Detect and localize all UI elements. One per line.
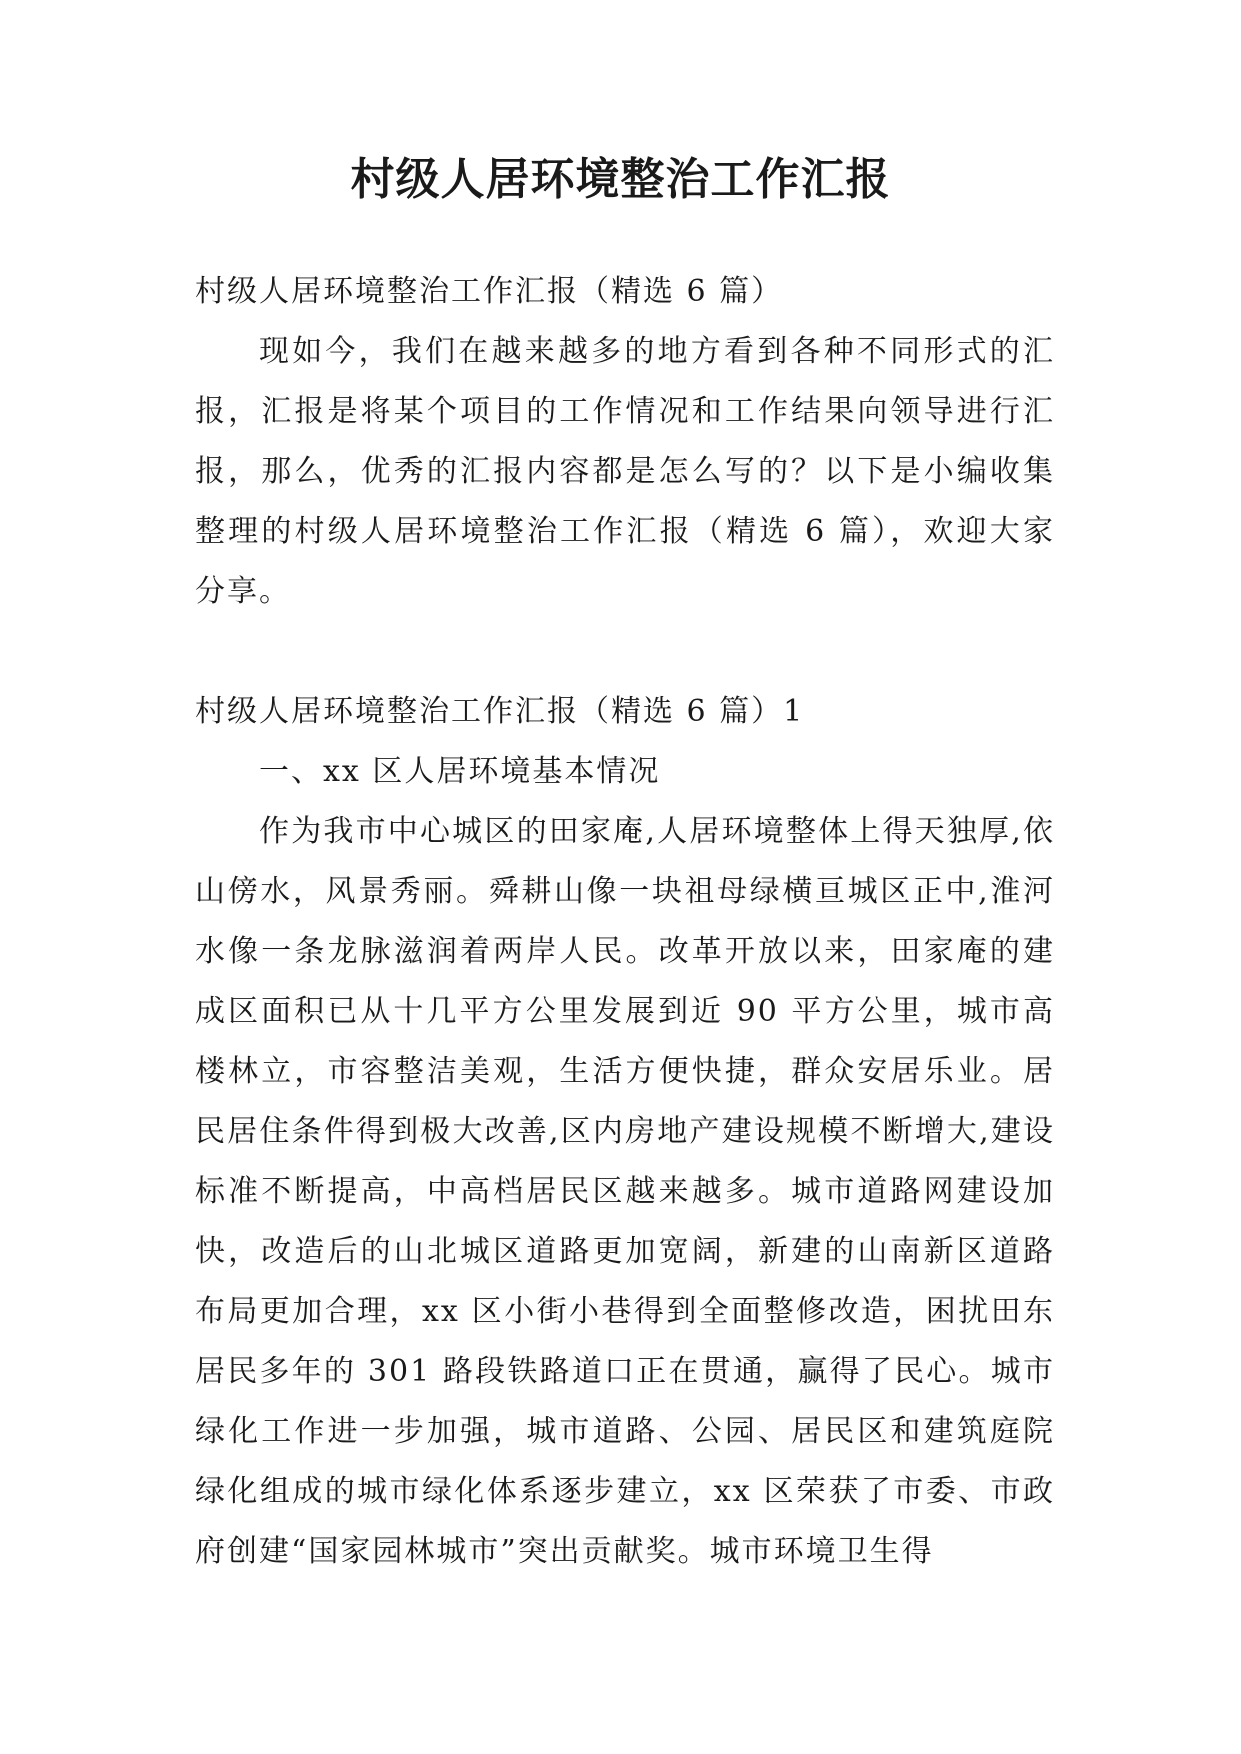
part-heading: 一、xx 区人居环境基本情况 (259, 754, 661, 789)
intro-paragraph: 现如今，我们在越来越多的地方看到各种不同形式的汇报，汇报是将某个项目的工作情况和工作结果向领导进行汇报，那么，优秀的汇报内容都是怎么写的？以下是小编收集整理的村级人居环境整治工作汇报（精选 6 篇），欢迎大家分享。 (195, 334, 1055, 609)
document-title: 村级人居环境整治工作汇报 (350, 154, 891, 205)
body-paragraph: 作为我市中心城区的田家庵,人居环境整体上得天独厚,依山傍水，风景秀丽。舜耕山像一块祖母绿横亘城区正中,淮河水像一条龙脉滋润着两岸人民。改革开放以来，田家庵的建成区面积已从十几平方公里发展到近 90 平方公里，城市高楼林立，市容整洁美观，生活方便快捷，群众安居乐业。居民居住条件得到极大改善,区内房地产建设规模不断增大,建设标准不断提高，中高档居民区越来越多。城市道路网建设加快，改造后的山北城区道路更加宽阔，新建的山南新区道路布局更加合理，xx 区小街小巷得到全面整修改造，困扰田东居民多年的 301 路段铁路道口正在贯通，赢得了民心。城市绿化工作进一步加强，城市道路、公园、居民区和建筑庭院绿化组成的城市绿化体系逐步建立，xx 区荣获了市委、市政府创建“国家园林城市”突出贡献奖。城市环境卫生得 (195, 814, 1055, 1569)
section-heading: 村级人居环境整治工作汇报（精选 6 篇）1 (195, 694, 805, 729)
subtitle-line: 村级人居环境整治工作汇报（精选 6 篇） (195, 274, 784, 309)
document-body (195, 262, 1055, 1582)
section-spacer (195, 622, 1055, 682)
